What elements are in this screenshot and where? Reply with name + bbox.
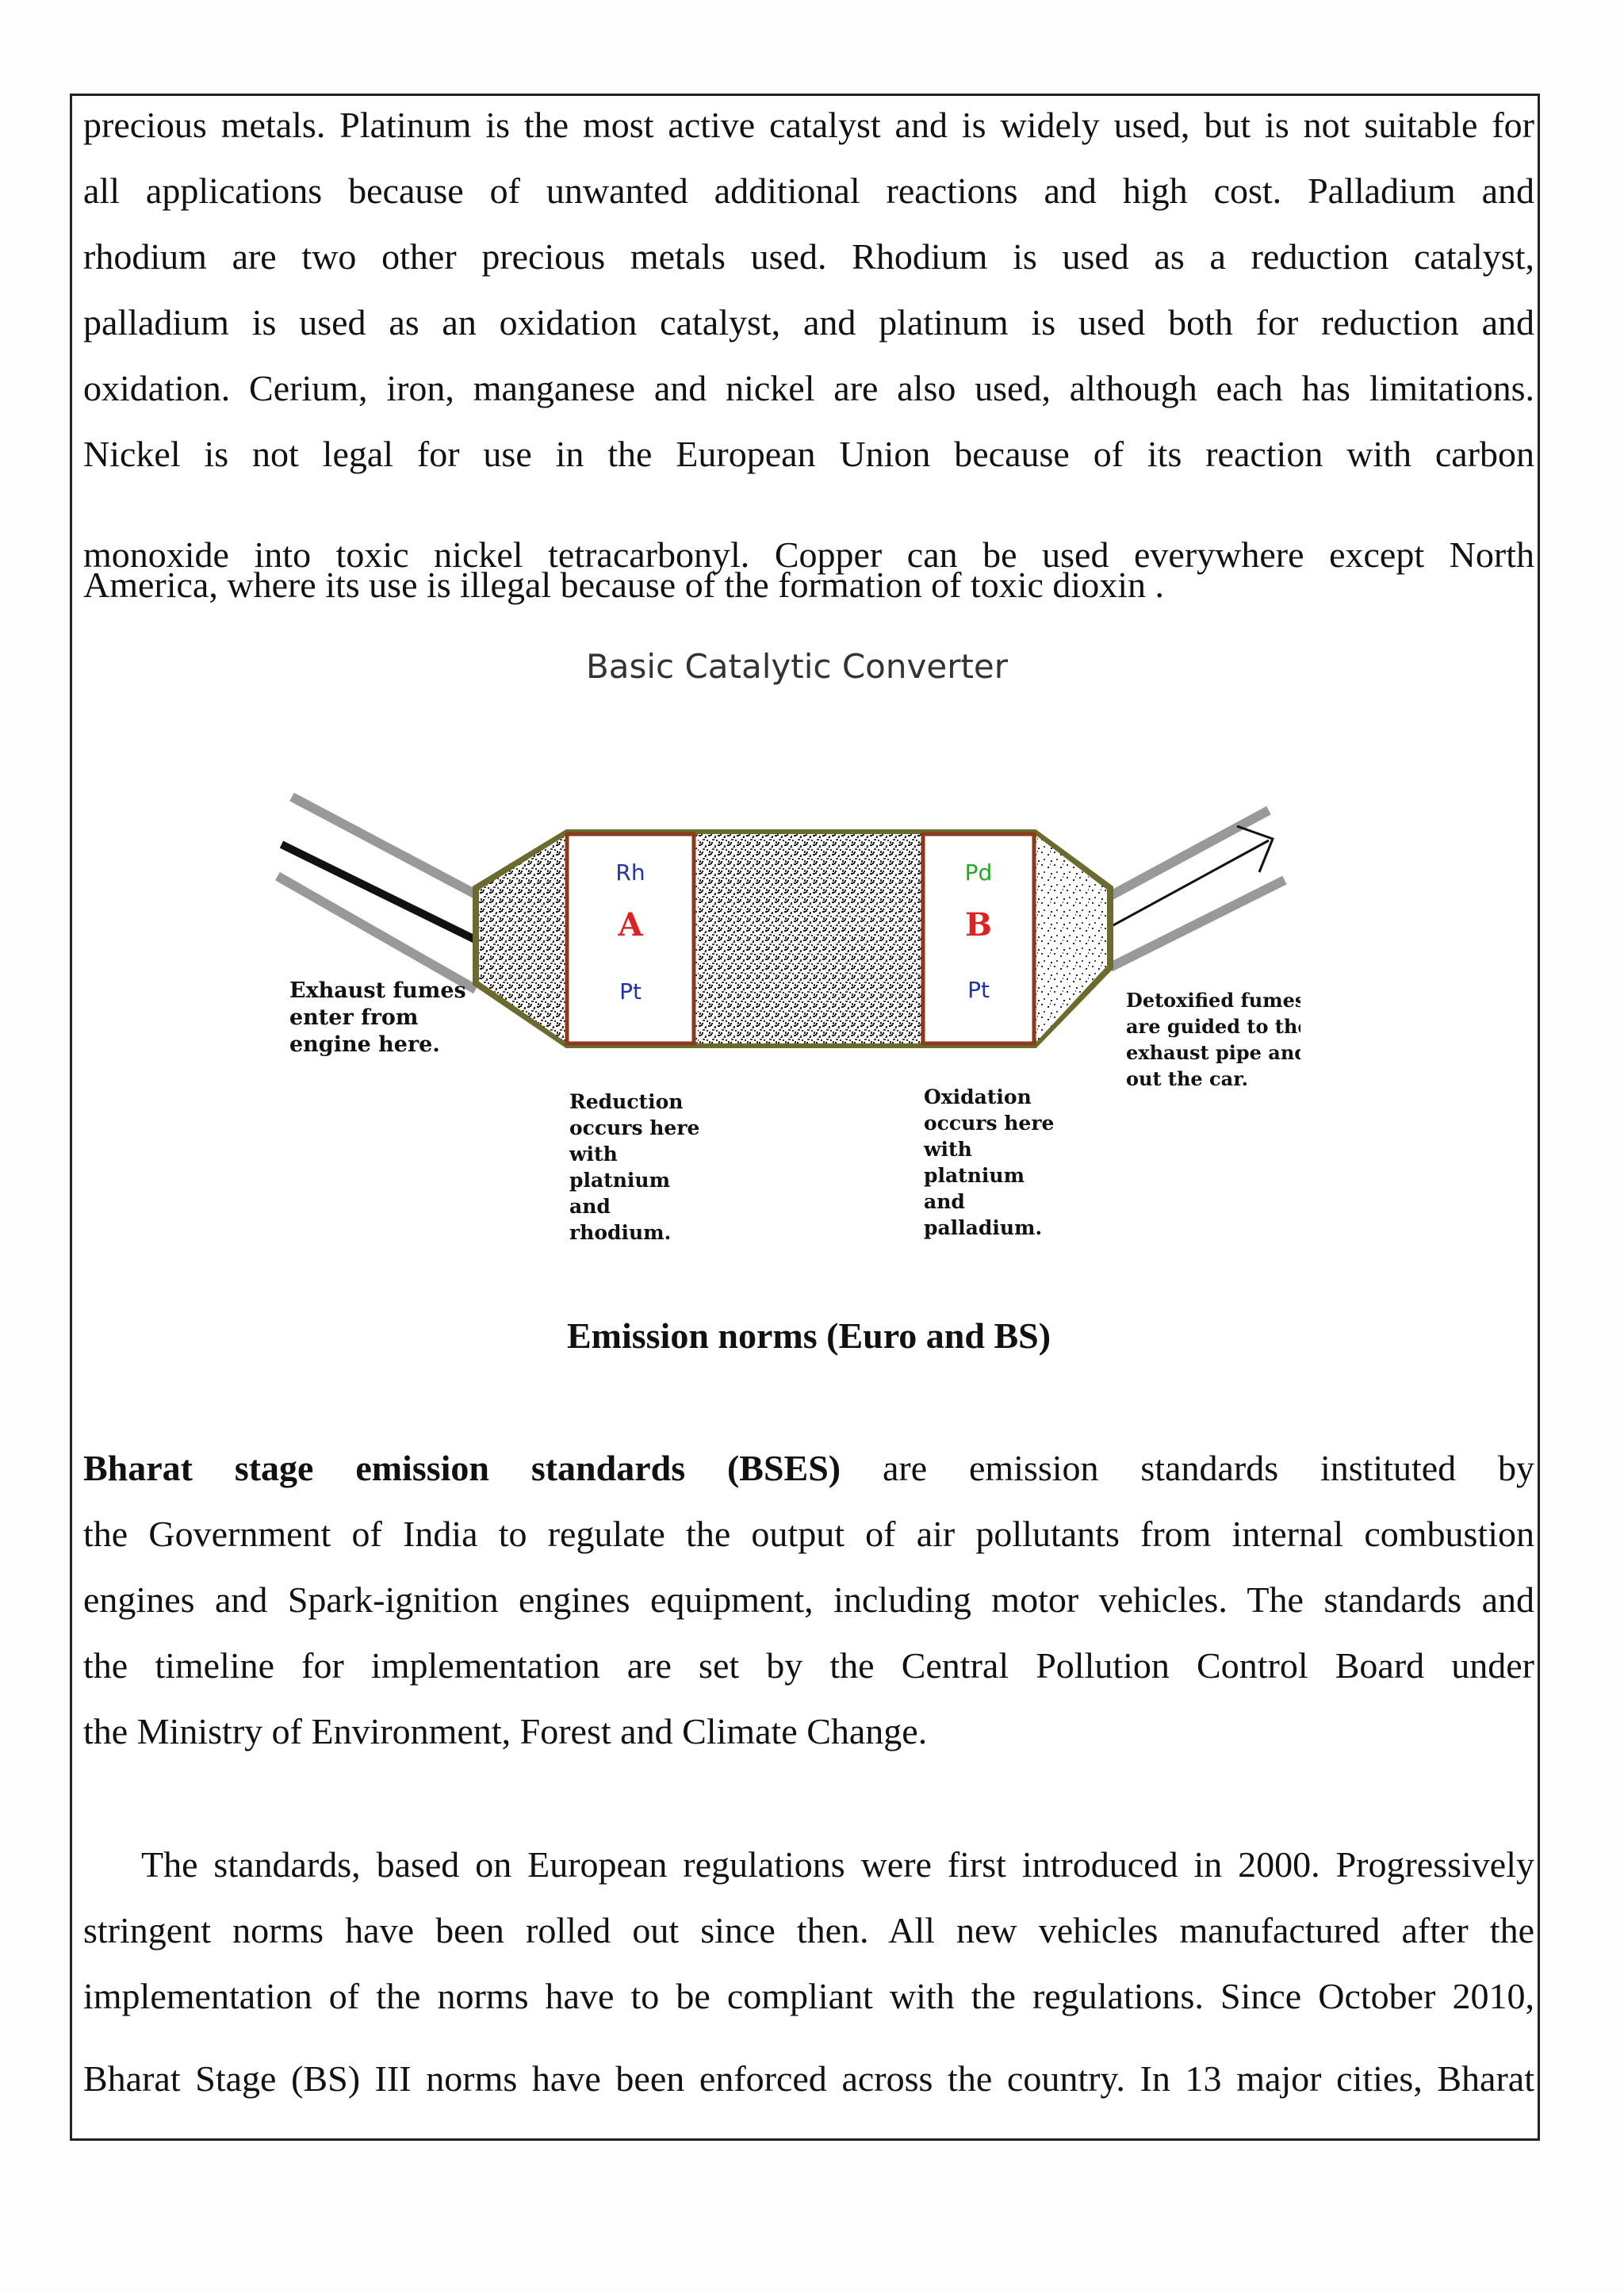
paragraph-2-line-5: the Ministry of Environment, Forest and Climate Change. [83,1711,928,1751]
reduction-label-line-3: with [569,1143,618,1166]
inlet-label-line-3: engine here. [289,1032,440,1057]
paragraph-3-line-3: implementation of the norms have to be compliant with the regulations. Since October 2010, [83,1976,1534,2016]
catalytic-converter-svg [254,634,1300,1269]
oxidation-label-line-2: occurs here [924,1112,1055,1135]
chamber-a-letter: A [618,906,643,944]
paragraph-1-line-5: oxidation. Cerium, iron, manganese and nickel are also used, although each has limitations. [83,368,1534,408]
paragraph-1-line-3: rhodium are two other precious metals used. Rhodium is used as a reduction catalyst, [83,236,1534,277]
diagram-title: Basic Catalytic Converter [585,647,1009,686]
paragraph-2-line-4: the timeline for implementation are set by the Central Pollution Control Board under [83,1645,1534,1686]
paragraph-1-line-6: Nickel is not legal for use in the European Union because of its reaction with carbon [83,434,1534,474]
chamber-b-letter: B [965,906,992,944]
oxidation-label-line-1: Oxidation [924,1085,1032,1108]
chamber-a-bottom-metal: Pt [619,978,642,1005]
reduction-label-line-5: and [569,1195,611,1218]
paragraph-2-line-2: the Government of India to regulate the output of air pollutants from internal combustion [83,1514,1534,1554]
middle-substrate [698,834,921,1043]
catalytic-converter-diagram [254,634,1300,1269]
inlet-pipe-top [292,797,476,894]
reduction-label-line-2: occurs here [569,1116,700,1139]
reduction-label-line-1: Reduction [569,1090,684,1113]
outlet-label-line-1: Detoxified fumes [1126,989,1300,1012]
oxidation-label-line-4: platnium [924,1164,1025,1187]
inlet-cone [480,836,565,1042]
paragraph-1-line-7: monoxide into toxic nickel tetracarbonyl. Copper can be used everywhere except North [83,534,1534,575]
chamber-b-bottom-metal: Pt [967,977,990,1003]
paragraph-1-line-8: America, where its use is illegal because of the formation of toxic dioxin . [83,565,1164,605]
oxidation-label-line-3: with [924,1138,972,1161]
outlet-label-line-4: out the car. [1126,1067,1249,1090]
section-heading: Emission norms (Euro and BS) [566,1315,1051,1356]
bses-term: Bharat stage emission standards (BSES) [83,1448,841,1488]
inlet-label-line-2: enter from [289,1005,419,1030]
paragraph-1-line-4: palladium is used as an oxidation catalyst, and platinum is used both for reduction and [83,302,1534,343]
paragraph-2-line-1 [83,1435,1534,1501]
oxidation-label-line-5: and [924,1190,965,1213]
outlet-label-line-2: are guided to the [1126,1015,1300,1038]
paragraph-3-line-2: stringent norms have been rolled out since then. All new vehicles manufactured after the [83,1910,1534,1950]
reduction-label-line-6: rhodium. [569,1221,672,1244]
paragraph-3-line-1: The standards, based on European regulations were first introduced in 2000. Progressively [141,1844,1534,1885]
paragraph-1-line-1: precious metals. Platinum is the most active catalyst and is widely used, but is not suitable for [83,105,1534,145]
oxidation-label-line-6: palladium. [924,1216,1043,1239]
outlet-pipe-bottom [1110,880,1285,967]
paragraph-2-line-3: engines and Spark-ignition engines equipment, including motor vehicles. The standards and [83,1579,1534,1620]
chamber-b-top-metal: Pd [964,859,993,886]
paragraph-3-line-4: Bharat Stage (BS) III norms have been enforced across the country. In 13 major cities, Bharat [83,2058,1534,2099]
outlet-label-line-3: exhaust pipe and [1126,1041,1300,1064]
reduction-label-line-4: platnium [569,1169,671,1192]
inlet-label-line-1: Exhaust fumes [289,978,466,1003]
chamber-a-top-metal: Rh [615,859,645,886]
paragraph-2-line-1-rest: are emission standards instituted by [841,1448,1535,1488]
paragraph-1-line-2: all applications because of unwanted additional reactions and high cost. Palladium and [83,170,1534,211]
